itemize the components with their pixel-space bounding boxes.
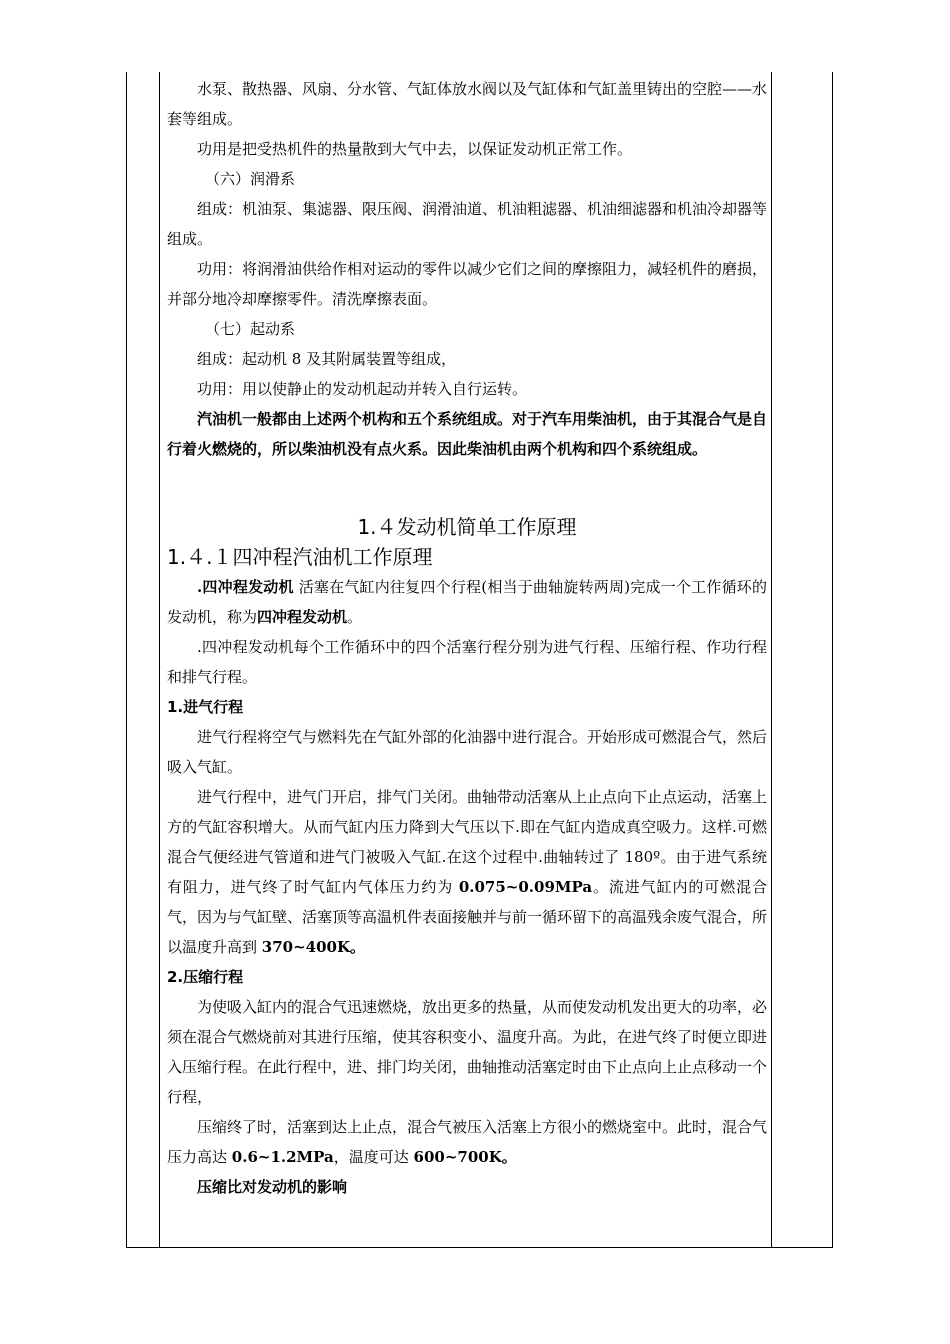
intake-stroke-heading: 1.进气行程 <box>167 698 244 716</box>
intake-detail-paragraph <box>167 782 767 962</box>
text-run: 进气行程中，进气门开启，排气门关闭。曲轴带动活塞从上止点向下止点运动，活塞上方的气缸容积增大。从而气缸内压力降到大气压以下.即在气缸内造成真空吸力。这样.可燃混合气便经进气管道和进气门被吸入气缸.在这个过程中.曲轴转过了 180º。由于进气系统有阻力，进气终了时气缸内气体压力约为 <box>167 788 768 896</box>
temperature-value: 370~400K <box>261 938 351 956</box>
paragraph: 进气行程将空气与燃料先在气缸外部的化油器中进行混合。开始形成可燃混合气，然后吸入气缸。 <box>167 728 768 776</box>
temperature-value: 600~700K <box>413 1148 502 1166</box>
pressure-value: 0.6~1.2MPa <box>231 1148 334 1166</box>
paragraph: 为使吸入缸内的混合气迅速燃烧，放出更多的热量，从而使发动机发出更大的功率，必须在混合气燃烧前对其进行压缩，使其容积变小、温度升高。为此，在进气终了时便立即进入压缩行程。在此行程中，进、排门均关闭，曲轴推动活塞定时由下止点向上止点移动一个行程， <box>167 998 768 1106</box>
section-title: 1.４发动机简单工作原理 <box>357 515 577 539</box>
document-content <box>167 74 767 1202</box>
paragraph: .四冲程发动机每个工作循环中的四个活塞行程分别为进气行程、压缩行程、作功行程和排气行程。 <box>167 638 767 686</box>
heading-lubrication: （六）润滑系 <box>205 170 296 188</box>
text-run: 。 <box>501 1148 517 1166</box>
compression-ratio-heading: 压缩比对发动机的影响 <box>197 1178 348 1196</box>
paragraph: 水泵、散热器、风扇、分水管、气缸体放水阀以及气缸体和气缸盖里铸出的空腔——水套等组成。 <box>167 80 768 128</box>
paragraph: 功用：用以使静止的发动机起动并转入自行运转。 <box>197 380 528 398</box>
definition-text: 活塞在气缸内往复四个行程(相当于曲轴旋转两周)完成一个工作循环的发动机，称为 <box>167 578 767 626</box>
subsection-title: 1.４.１四冲程汽油机工作原理 <box>167 545 433 569</box>
paragraph: 功用：将润滑油供给作相对运动的零件以减少它们之间的摩擦阻力，减轻机件的磨损，并部分地冷却摩擦零件。清洗摩擦表面。 <box>167 260 768 308</box>
definition-term-2: 四冲程发动机 <box>257 608 348 626</box>
left-column-divider <box>159 72 160 1247</box>
paragraph: 组成：机油泵、集滤器、限压阀、润滑油道、机油粗滤器、机油细滤器和机油冷却器等组成。 <box>167 200 768 248</box>
compression-stroke-heading: 2.压缩行程 <box>167 968 244 986</box>
text-run: 。 <box>350 938 366 956</box>
text-run: 压缩终了时，活塞到达上止点，混合气被压入活塞上方很小的燃烧室中。此时，混合气压力高达 <box>167 1118 768 1166</box>
compression-detail-paragraph <box>167 1112 767 1172</box>
paragraph: 组成：起动机 8 及其附属装置等组成， <box>197 350 457 368</box>
spacer <box>167 464 767 512</box>
right-column-divider <box>771 72 772 1247</box>
definition-term: .四冲程发动机 <box>197 578 294 596</box>
pressure-value: 0.075~0.09MPa <box>458 878 593 896</box>
definition-end: 。 <box>347 608 363 626</box>
paragraph: 功用是把受热机件的热量散到大气中去，以保证发动机正常工作。 <box>197 140 633 158</box>
heading-starting: （七）起动系 <box>205 320 296 338</box>
definition-paragraph <box>167 572 767 632</box>
summary-paragraph: 汽油机一般都由上述两个机构和五个系统组成。对于汽车用柴油机，由于其混合气是自行着火燃烧的，所以柴油机没有点火系。因此柴油机由两个机构和四个系统组成。 <box>167 410 768 458</box>
text-run: ，温度可达 <box>333 1148 414 1166</box>
text-run: 。流进气缸内的可燃混合气，因为与气缸壁、活塞顶等高温机件表面接触并与前一循环留下的高温残余废气混合，所以温度升高到 <box>167 878 768 956</box>
